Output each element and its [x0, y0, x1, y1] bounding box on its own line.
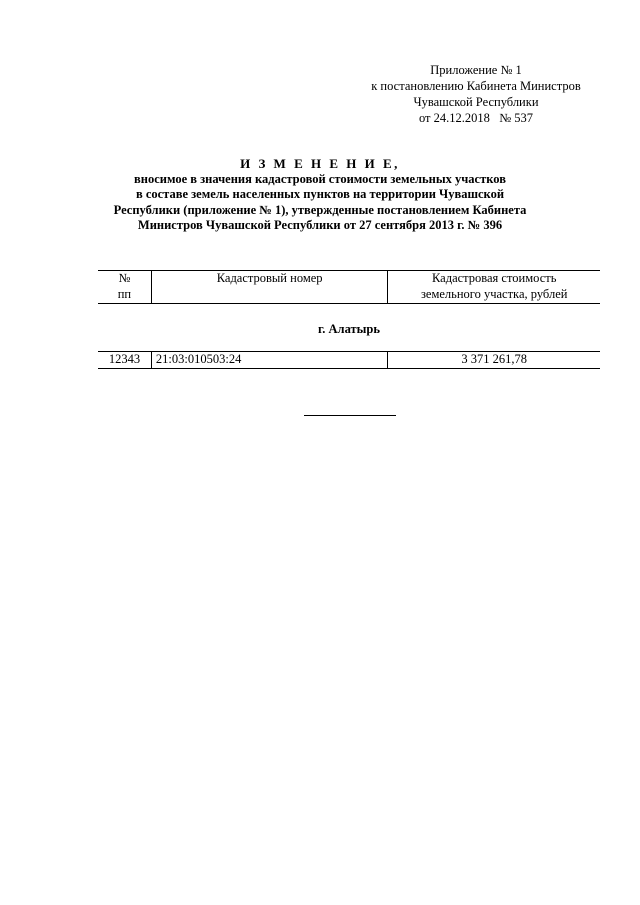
header-number-line-2: пп: [117, 286, 132, 301]
table-body: [98, 351, 600, 369]
cell-cadastral-value: 3 371 261,78: [388, 352, 600, 369]
header-cadastral-number: Кадастровый номер: [151, 271, 388, 304]
title-line-4: Министров Чувашской Республики от 27 сентября 2013 г. № 396: [137, 218, 503, 232]
table-row: [98, 352, 600, 369]
cell-number: 12343: [108, 352, 141, 366]
title-line-3: Республики (приложение № 1), утвержденные постановлением Кабинета: [113, 202, 527, 217]
document-title: [60, 156, 580, 234]
header-value-line-2: земельного участка, рублей: [420, 286, 568, 301]
title-line-2: в составе земель населенных пунктов на территории Чувашской: [135, 187, 505, 201]
header-cadastral-value: [388, 271, 600, 304]
header-number-line-1: №: [118, 271, 131, 285]
cell-cadastral-number: 21:03:010503:24: [151, 352, 388, 369]
appendix-line-4: от 24.12.2018 № 537: [418, 111, 534, 125]
table-header: [98, 270, 600, 304]
appendix-line-1: Приложение № 1: [430, 63, 522, 77]
title-main: И З М Е Н Е Н И Е,: [240, 156, 400, 171]
title-line-1: вносимое в значения кадастровой стоимости земельных участков: [134, 171, 506, 186]
header-value-line-1: Кадастровая стоимость: [431, 271, 557, 285]
appendix-line-3: Чувашской Республики: [413, 95, 539, 109]
end-divider: [304, 415, 396, 416]
appendix-block: [340, 62, 612, 126]
header-number: [98, 271, 151, 304]
section-city: г. Алатырь: [318, 322, 380, 336]
appendix-line-2: к постановлению Кабинета Министров: [371, 79, 581, 93]
